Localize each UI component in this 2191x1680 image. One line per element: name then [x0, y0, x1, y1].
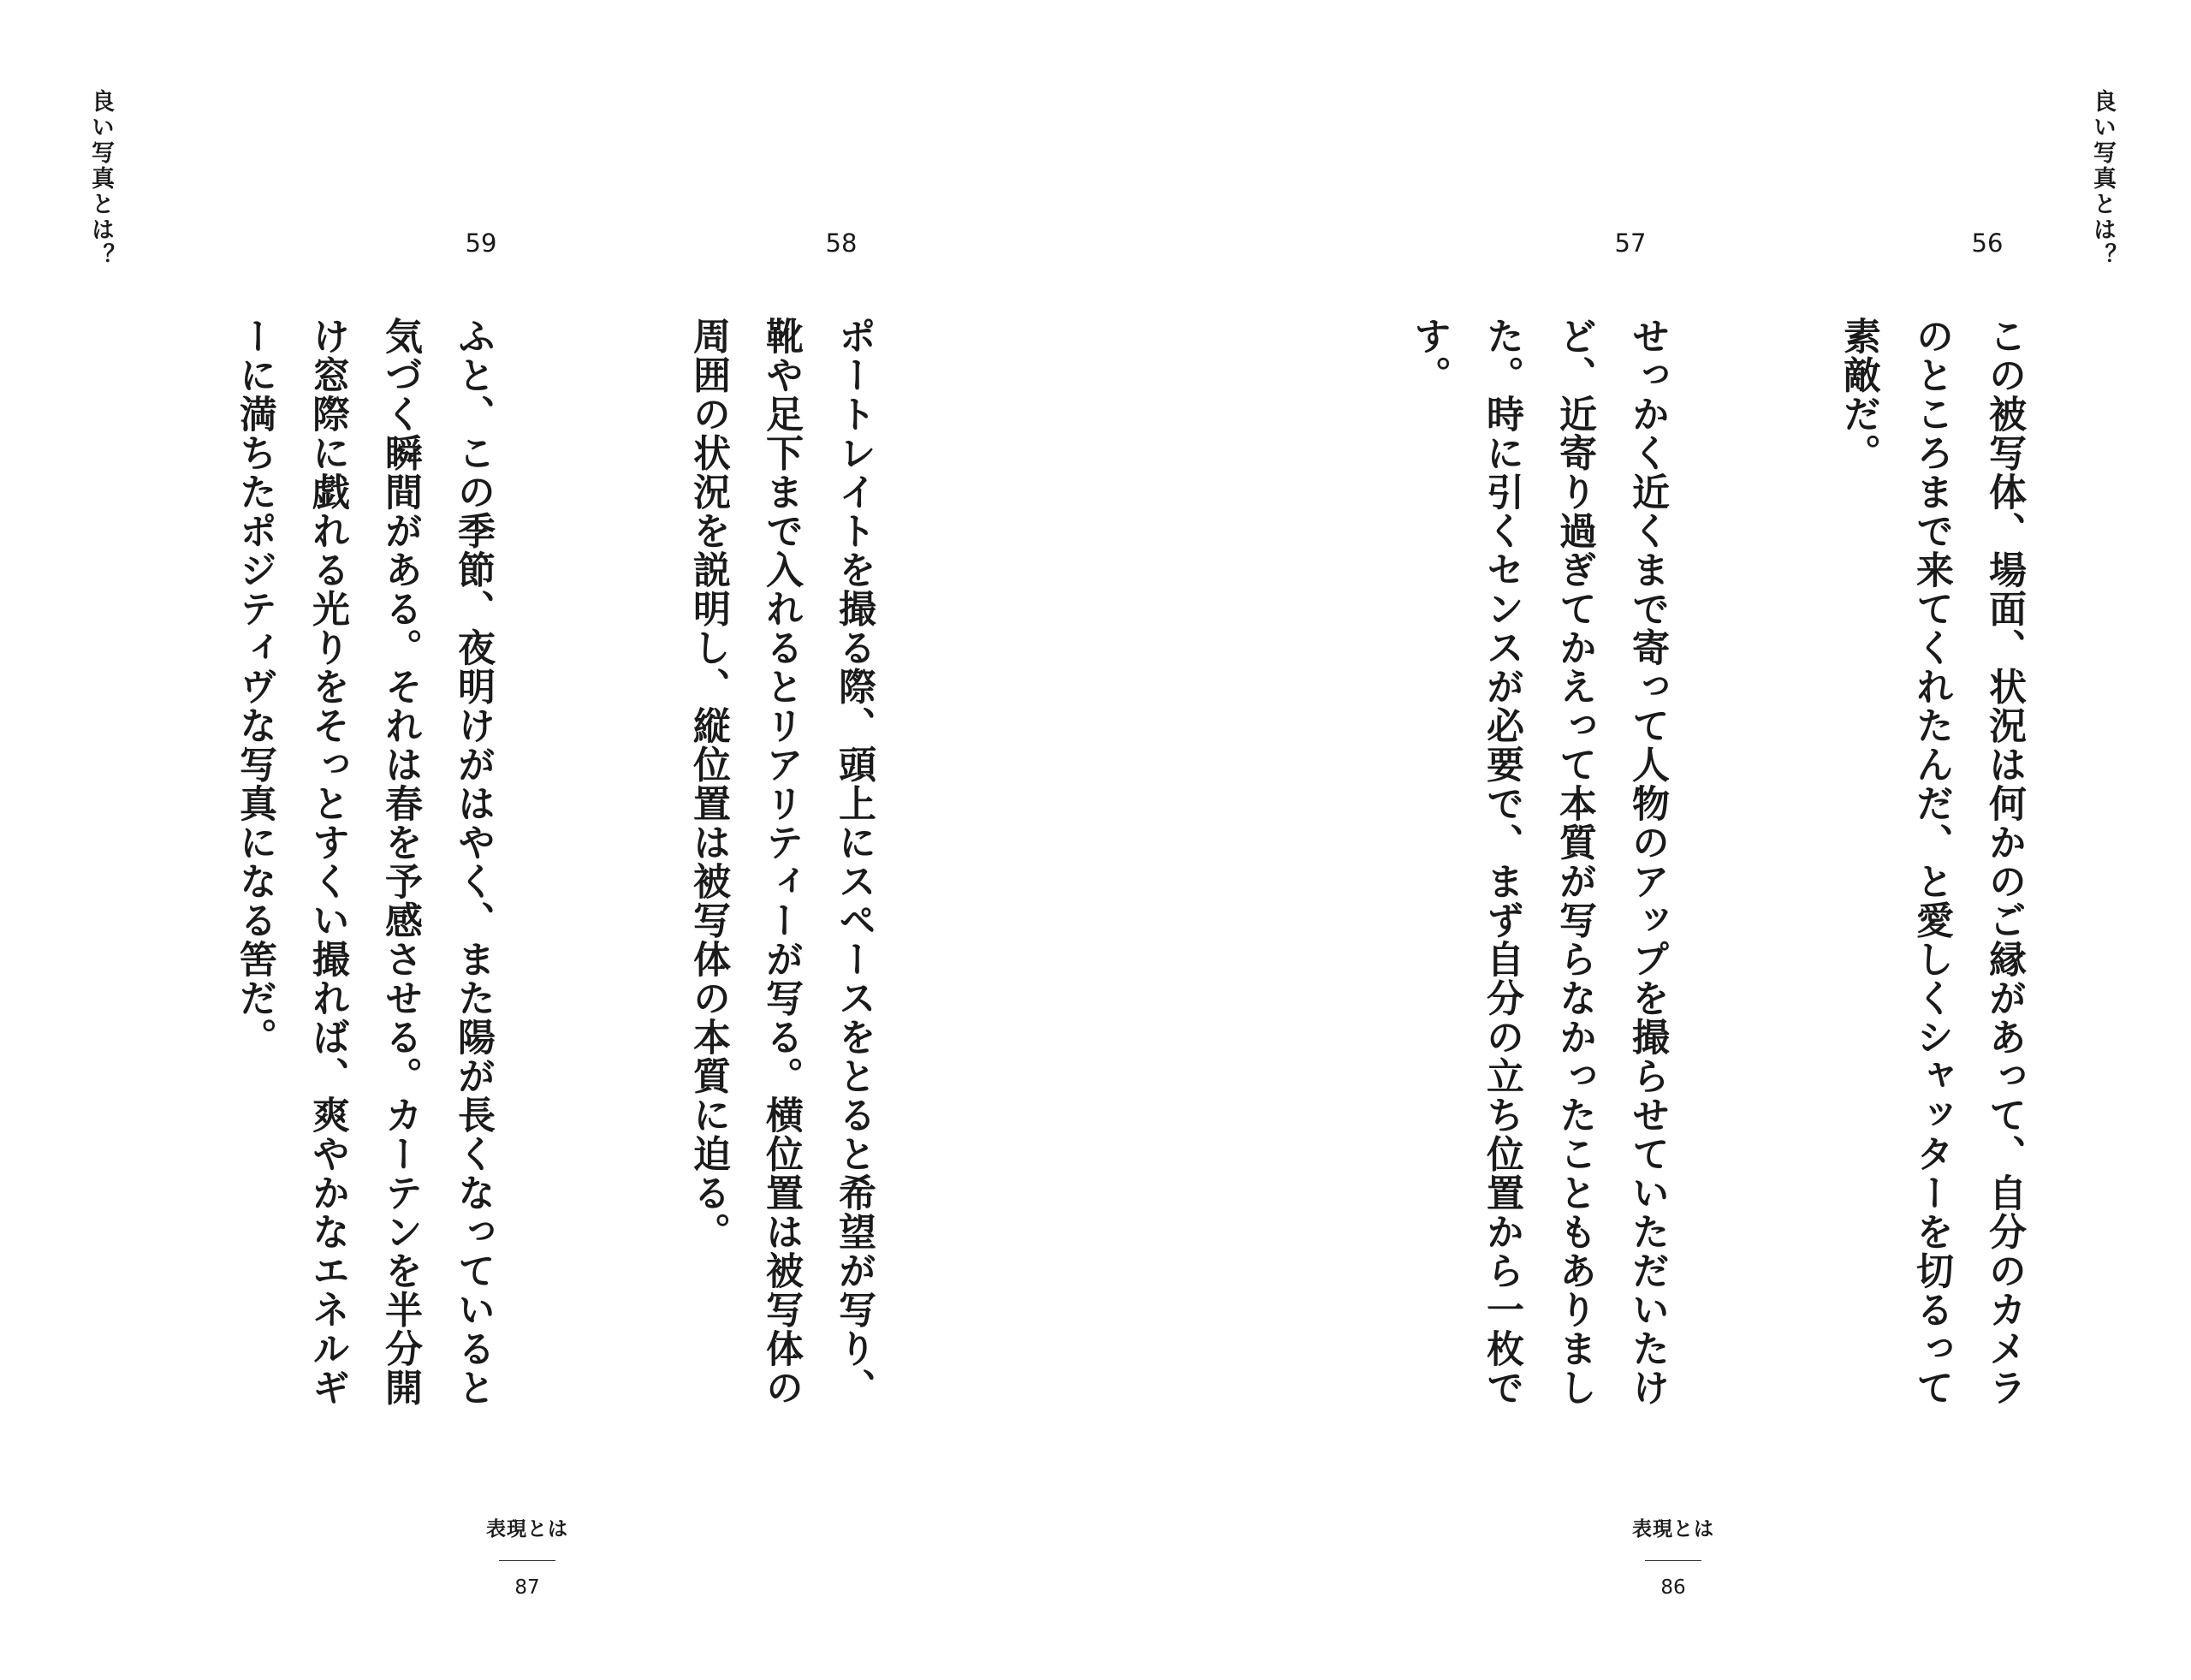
entry-body [672, 317, 890, 1566]
entry-number: 59 [465, 229, 497, 258]
text-line: す。 [1407, 317, 1451, 395]
entry-body [218, 317, 509, 1566]
footer-divider [1645, 1560, 1701, 1561]
text-line: のところまで来てくれたんだ、と愛しくシャッターを切るって [1909, 317, 1953, 1407]
entry-body [1392, 317, 1683, 1566]
chapter-title: 良い写真とは？ [2089, 89, 2116, 269]
entry-body [1822, 317, 2040, 1566]
text-line: ポートレイトを撮る際、頭上にスペースをとると希望が写り、 [832, 317, 876, 1407]
text-line: ふと、この季節、夜明けがはやく、また陽が長くなっていると [451, 317, 495, 1407]
page-footer [1613, 1520, 1733, 1598]
footer-section-label: 表現とは [1632, 1518, 1714, 1540]
text-line: 靴や足下まで入れるとリアリティーが写る。横位置は被写体の [759, 317, 803, 1407]
page-number: 87 [514, 1576, 540, 1599]
text-line: 気づく瞬間がある。それは春を予感させる。カーテンを半分開 [378, 317, 422, 1407]
entry-number: 58 [825, 229, 858, 258]
page-number: 86 [1660, 1576, 1686, 1599]
text-line: 周囲の状況を説明し、縦位置は被写体の本質に迫る。 [686, 317, 730, 1251]
entry-number: 57 [1614, 229, 1647, 258]
page-footer [467, 1520, 587, 1598]
footer-section-label: 表現とは [486, 1518, 568, 1540]
text-line: け窓際に戯れる光りをそっとすくい撮れば、爽やかなエネルギ [306, 317, 349, 1407]
entry-number: 56 [1971, 229, 2004, 258]
text-line: ーに満ちたポジティヴな写真になる筈だ。 [233, 317, 276, 1057]
text-line: せっかく近くまで寄って人物のアップを撮らせていただいたけ [1625, 317, 1669, 1407]
text-line: この被写体、場面、状況は何かのご縁があって、自分のカメラ [1982, 317, 2026, 1407]
right-page [1096, 0, 2191, 1680]
text-line: ど、近寄り過ぎてかえって本質が写らなかったこともありまし [1553, 317, 1596, 1407]
text-line: 素敵だ。 [1837, 317, 1880, 472]
footer-divider [499, 1560, 555, 1561]
text-line: た。時に引くセンスが必要で、まず自分の立ち位置から一枚で [1480, 317, 1523, 1407]
chapter-title: 良い写真とは？ [87, 89, 114, 269]
